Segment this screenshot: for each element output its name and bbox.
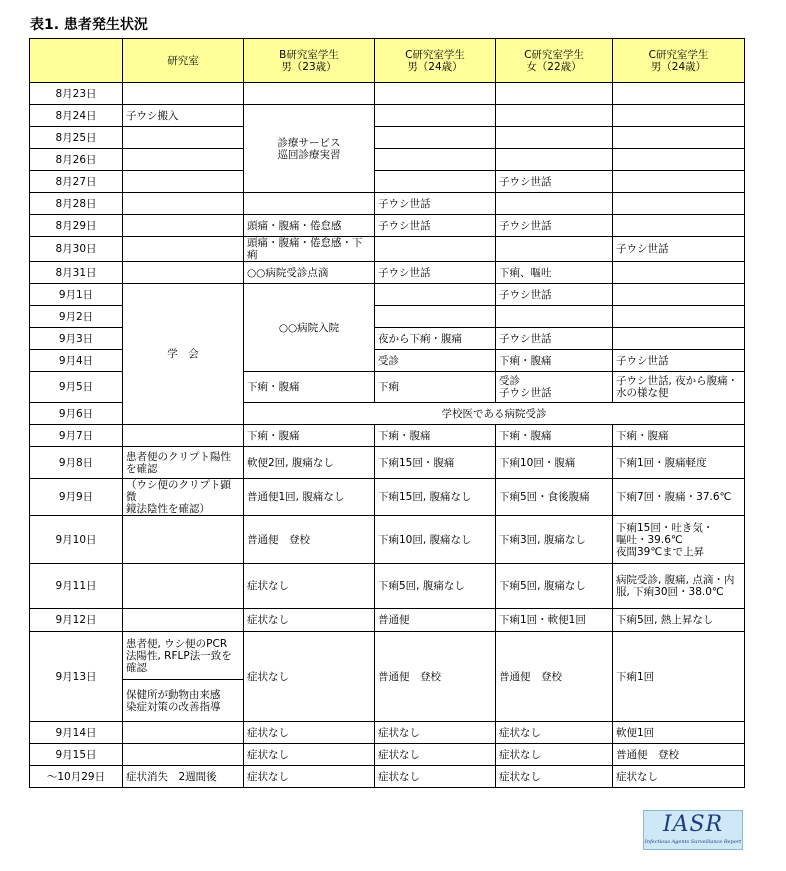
lab-cell: 子ウシ搬入 — [123, 105, 244, 127]
header-date-cell — [30, 39, 123, 83]
c3-cell: 普通便 登校 — [613, 744, 745, 766]
c2-cell — [496, 237, 613, 262]
header-c-student-2: C研究室学生 女（22歳） — [496, 39, 613, 83]
date-cell: 8月25日 — [30, 127, 123, 149]
lab-cell — [123, 237, 244, 262]
date-cell: 8月23日 — [30, 83, 123, 105]
c1-cell: 普通便 — [375, 609, 496, 632]
table-row — [30, 425, 745, 447]
c2-cell — [496, 127, 613, 149]
lab-cell — [123, 149, 244, 171]
date-cell: 8月30日 — [30, 237, 123, 262]
c1-cell — [375, 171, 496, 193]
c2-cell: 子ウシ世話 — [496, 328, 613, 350]
c3-cell: 病院受診, 腹痛, 点滴・内 服, 下痢30回・38.0℃ — [613, 564, 745, 609]
date-cell: 9月11日 — [30, 564, 123, 609]
c2-cell: 下痢5回・食後腹痛 — [496, 479, 613, 516]
date-cell: 9月10日 — [30, 516, 123, 564]
c2-cell — [496, 83, 613, 105]
table-row — [30, 284, 745, 306]
c2-cell — [496, 193, 613, 215]
b-cell: 症状なし — [244, 564, 375, 609]
iasr-logo — [643, 810, 743, 850]
lab-cell — [123, 193, 244, 215]
c3-cell — [613, 171, 745, 193]
lab-cell — [123, 722, 244, 744]
c1-cell: 症状なし — [375, 722, 496, 744]
merged-school-doctor-cell: 学校医である病院受診 — [244, 403, 745, 425]
patient-occurrence-table — [29, 38, 745, 788]
c2-cell: 子ウシ世話 — [496, 215, 613, 237]
c1-cell: 子ウシ世話 — [375, 262, 496, 284]
c1-cell: 普通便 登校 — [375, 632, 496, 722]
date-cell: 9月4日 — [30, 350, 123, 372]
date-cell: 9月8日 — [30, 447, 123, 479]
header-c-student-3: C研究室学生 男（24歳） — [613, 39, 745, 83]
header-lab: 研究室 — [123, 39, 244, 83]
c1-cell: 症状なし — [375, 766, 496, 788]
c3-cell: 下痢7回・腹痛・37.6℃ — [613, 479, 745, 516]
b-merged-hospitalized-cell: ○○病院入院 — [244, 284, 375, 372]
c3-cell — [613, 127, 745, 149]
c1-cell: 子ウシ世話 — [375, 193, 496, 215]
table-row — [30, 83, 745, 105]
lab-cell — [123, 609, 244, 632]
date-cell: ～10月29日 — [30, 766, 123, 788]
c3-cell: 軟便1回 — [613, 722, 745, 744]
c3-cell: 症状なし — [613, 766, 745, 788]
c1-cell: 下痢10回, 腹痛なし — [375, 516, 496, 564]
date-cell: 9月7日 — [30, 425, 123, 447]
c1-cell: 子ウシ世話 — [375, 215, 496, 237]
date-cell: 8月28日 — [30, 193, 123, 215]
date-cell: 8月26日 — [30, 149, 123, 171]
date-cell: 9月5日 — [30, 372, 123, 403]
c3-cell — [613, 328, 745, 350]
c3-cell — [613, 83, 745, 105]
c2-cell: 下痢・腹痛 — [496, 350, 613, 372]
c2-cell: 普通便 登校 — [496, 632, 613, 722]
b-cell: 症状なし — [244, 744, 375, 766]
c2-cell: 下痢1回・軟便1回 — [496, 609, 613, 632]
c1-cell: 受診 — [375, 350, 496, 372]
b-cell: 下痢・腹痛 — [244, 372, 375, 403]
date-cell: 9月9日 — [30, 479, 123, 516]
b-cell: 頭痛・腹痛・倦怠感・下痢 — [244, 237, 375, 262]
table-row — [30, 722, 745, 744]
c2-cell: 受診 子ウシ世話 — [496, 372, 613, 403]
table-row — [30, 609, 745, 632]
b-cell — [244, 83, 375, 105]
c2-cell: 下痢10回・腹痛 — [496, 447, 613, 479]
b-cell: 症状なし — [244, 722, 375, 744]
table-row — [30, 237, 745, 262]
c1-cell — [375, 127, 496, 149]
table-row — [30, 744, 745, 766]
lab-cell — [123, 744, 244, 766]
lab-cell — [123, 262, 244, 284]
date-cell: 9月13日 — [30, 632, 123, 722]
c3-cell — [613, 306, 745, 328]
b-cell: 下痢・腹痛 — [244, 425, 375, 447]
b-cell: 症状なし — [244, 609, 375, 632]
c1-cell: 下痢15回・腹痛 — [375, 447, 496, 479]
table-row — [30, 766, 745, 788]
lab-cell — [123, 215, 244, 237]
c3-cell: 下痢1回 — [613, 632, 745, 722]
table-row — [30, 447, 745, 479]
c1-cell: 下痢 — [375, 372, 496, 403]
c2-cell: 下痢5回, 腹痛なし — [496, 564, 613, 609]
b-merged-clinic-cell: 診療サービス 巡回診療実習 — [244, 105, 375, 193]
c1-cell — [375, 105, 496, 127]
date-cell: 9月15日 — [30, 744, 123, 766]
c3-cell: 子ウシ世話, 夜から腹痛・ 水の様な便 — [613, 372, 745, 403]
c2-cell — [496, 105, 613, 127]
c1-cell: 夜から下痢・腹痛 — [375, 328, 496, 350]
lab-cell: 症状消失 2週間後 — [123, 766, 244, 788]
table-row — [30, 215, 745, 237]
c2-cell: 症状なし — [496, 766, 613, 788]
b-cell: 普通便 登校 — [244, 516, 375, 564]
table-row — [30, 105, 745, 127]
c3-cell — [613, 193, 745, 215]
c3-cell: 子ウシ世話 — [613, 350, 745, 372]
lab-cell: （ウシ便のクリプト顕微 鏡法陰性を確認） — [123, 479, 244, 516]
c2-cell: 子ウシ世話 — [496, 171, 613, 193]
c2-cell — [496, 306, 613, 328]
c1-cell: 下痢・腹痛 — [375, 425, 496, 447]
lab-cell — [123, 127, 244, 149]
lab-cell — [123, 83, 244, 105]
c2-cell: 症状なし — [496, 744, 613, 766]
c3-cell — [613, 105, 745, 127]
table-row — [30, 564, 745, 609]
b-cell: 症状なし — [244, 632, 375, 722]
table-row — [30, 479, 745, 516]
b-cell: 普通便1回, 腹痛なし — [244, 479, 375, 516]
date-cell: 9月12日 — [30, 609, 123, 632]
c3-cell: 下痢15回・吐き気・ 嘔吐・39.6℃ 夜間39℃まで上昇 — [613, 516, 745, 564]
date-cell: 9月3日 — [30, 328, 123, 350]
date-cell: 9月1日 — [30, 284, 123, 306]
table-row — [30, 262, 745, 284]
b-cell: 頭痛・腹痛・倦怠感 — [244, 215, 375, 237]
lab-cell — [123, 516, 244, 564]
iasr-logo-text: IASR — [662, 812, 724, 837]
date-cell: 8月27日 — [30, 171, 123, 193]
c2-cell: 症状なし — [496, 722, 613, 744]
c1-cell: 下痢15回, 腹痛なし — [375, 479, 496, 516]
c3-cell: 子ウシ世話 — [613, 237, 745, 262]
date-cell: 9月14日 — [30, 722, 123, 744]
c2-cell: 下痢、嘔吐 — [496, 262, 613, 284]
table-row — [30, 127, 745, 149]
b-cell — [244, 193, 375, 215]
c1-cell: 症状なし — [375, 744, 496, 766]
lab-cell: 患者便のクリプト陽性 を確認 — [123, 447, 244, 479]
c2-cell: 下痢・腹痛 — [496, 425, 613, 447]
c1-cell — [375, 83, 496, 105]
c1-cell — [375, 149, 496, 171]
c3-cell: 下痢・腹痛 — [613, 425, 745, 447]
lab-cell — [123, 171, 244, 193]
iasr-logo-subtext: Infectious Agents Surveillance Report — [644, 839, 742, 845]
header-row — [30, 39, 745, 83]
c2-cell: 子ウシ世話 — [496, 284, 613, 306]
date-cell: 8月24日 — [30, 105, 123, 127]
c3-cell — [613, 215, 745, 237]
c1-cell — [375, 306, 496, 328]
c2-cell — [496, 149, 613, 171]
header-b-student: B研究室学生 男（23歳） — [244, 39, 375, 83]
c3-cell — [613, 149, 745, 171]
lab-cell — [123, 564, 244, 609]
lab-cell: 保健所が動物由来感 染症対策の改善指導 — [123, 680, 244, 722]
date-cell: 9月6日 — [30, 403, 123, 425]
c3-cell: 下痢5回, 熱上昇なし — [613, 609, 745, 632]
c3-cell — [613, 284, 745, 306]
table-title: 表1. 患者発生状況 — [30, 17, 148, 33]
c2-cell: 下痢3回, 腹痛なし — [496, 516, 613, 564]
date-cell: 8月29日 — [30, 215, 123, 237]
header-c-student-1: C研究室学生 男（24歳） — [375, 39, 496, 83]
b-cell: 症状なし — [244, 766, 375, 788]
table-row — [30, 171, 745, 193]
lab-merged-conference-cell: 学 会 — [123, 284, 244, 425]
table-row — [30, 632, 745, 680]
b-cell: ○○病院受診点滴 — [244, 262, 375, 284]
table-row — [30, 193, 745, 215]
c1-cell: 下痢5回, 腹痛なし — [375, 564, 496, 609]
c1-cell — [375, 237, 496, 262]
lab-cell — [123, 425, 244, 447]
table-row — [30, 149, 745, 171]
lab-cell: 患者便, ウシ便のPCR 法陽性, RFLP法一致を 確認 — [123, 632, 244, 680]
c3-cell: 下痢1回・腹痛軽度 — [613, 447, 745, 479]
c1-cell — [375, 284, 496, 306]
b-cell: 軟便2回, 腹痛なし — [244, 447, 375, 479]
date-cell: 9月2日 — [30, 306, 123, 328]
table-row — [30, 516, 745, 564]
c3-cell — [613, 262, 745, 284]
date-cell: 8月31日 — [30, 262, 123, 284]
